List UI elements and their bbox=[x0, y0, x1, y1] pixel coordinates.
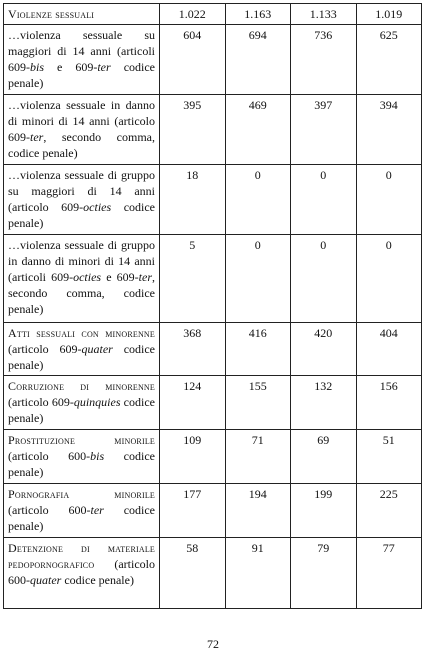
table-row bbox=[4, 430, 422, 484]
value-cell: 51 bbox=[356, 430, 422, 484]
value-cell: 368 bbox=[160, 323, 226, 376]
label-text: (articolo 600- bbox=[8, 557, 155, 587]
label-italic: bis bbox=[30, 60, 45, 74]
label-text: …violenza sessuale in danno di minori di 14 anni (articolo 609- bbox=[8, 98, 155, 144]
value-cell: 416 bbox=[225, 323, 291, 376]
label-italic: ter bbox=[30, 130, 44, 144]
label-text: (articolo 609- bbox=[8, 342, 82, 356]
value-cell: 177 bbox=[160, 484, 226, 538]
table-row bbox=[4, 376, 422, 430]
row-label-pornografia-minorile bbox=[4, 484, 160, 538]
label-text: e 609- bbox=[101, 270, 139, 284]
category-heading: Violenze sessuali bbox=[8, 7, 95, 21]
label-text: , secondo comma, codice penale) bbox=[8, 270, 155, 316]
label-text: codice penale) bbox=[8, 342, 155, 372]
value-cell: 1.022 bbox=[160, 4, 226, 25]
value-cell: 124 bbox=[160, 376, 226, 430]
category-heading: Corruzione di minorenne bbox=[8, 379, 155, 393]
category-heading: Atti sessuali con minorenne bbox=[8, 326, 155, 340]
value-cell: 404 bbox=[356, 323, 422, 376]
row-label-gruppo-minori-14 bbox=[4, 235, 160, 323]
label-text: …violenza sessuale su maggiori di 14 anni (articoli 609- bbox=[8, 28, 155, 74]
page-number: 72 bbox=[207, 637, 219, 651]
value-cell: 394 bbox=[356, 95, 422, 165]
row-label-corruzione-minorenne bbox=[4, 376, 160, 430]
value-cell: 194 bbox=[225, 484, 291, 538]
value-cell: 0 bbox=[356, 235, 422, 323]
table-row bbox=[4, 25, 422, 95]
row-label-violenza-maggiori-14 bbox=[4, 25, 160, 95]
label-text: …violenza sessuale di gruppo su maggiori di 14 anni (articolo 609- bbox=[8, 168, 155, 214]
row-label-violenze-sessuali bbox=[4, 4, 160, 25]
label-text: (articolo 609- bbox=[8, 395, 74, 409]
value-cell: 0 bbox=[225, 235, 291, 323]
value-cell: 625 bbox=[356, 25, 422, 95]
category-heading: Pornografia minorile bbox=[8, 487, 155, 501]
label-text: , secondo comma, codice penale) bbox=[8, 130, 155, 160]
value-cell: 736 bbox=[291, 25, 357, 95]
label-text: codice penale) bbox=[8, 60, 155, 90]
value-cell: 604 bbox=[160, 25, 226, 95]
label-text: …violenza sessuale di gruppo in danno di minori di 14 anni (articoli 609- bbox=[8, 238, 155, 284]
value-cell: 18 bbox=[160, 165, 226, 235]
label-text: codice penale) bbox=[8, 449, 155, 479]
value-cell: 79 bbox=[291, 538, 357, 609]
label-italic: ter bbox=[138, 270, 152, 284]
value-cell: 420 bbox=[291, 323, 357, 376]
row-label-prostituzione-minorile bbox=[4, 430, 160, 484]
label-italic: octies bbox=[83, 200, 112, 214]
value-cell: 199 bbox=[291, 484, 357, 538]
row-label-gruppo-maggiori-14 bbox=[4, 165, 160, 235]
category-heading: Prostituzione minorile bbox=[8, 433, 155, 447]
label-text: codice penale) bbox=[8, 503, 155, 533]
label-text: codice penale) bbox=[8, 200, 155, 230]
value-cell: 0 bbox=[225, 165, 291, 235]
table-row bbox=[4, 165, 422, 235]
value-cell: 1.163 bbox=[225, 4, 291, 25]
crime-statistics-table bbox=[3, 3, 422, 609]
table-row bbox=[4, 4, 422, 25]
value-cell: 694 bbox=[225, 25, 291, 95]
value-cell: 0 bbox=[291, 235, 357, 323]
row-label-atti-sessuali-minorenne bbox=[4, 323, 160, 376]
value-cell: 5 bbox=[160, 235, 226, 323]
value-cell: 397 bbox=[291, 95, 357, 165]
label-italic: ter bbox=[90, 503, 104, 517]
label-text: (articolo 600- bbox=[8, 449, 91, 463]
value-cell: 109 bbox=[160, 430, 226, 484]
value-cell: 469 bbox=[225, 95, 291, 165]
value-cell: 0 bbox=[291, 165, 357, 235]
value-cell: 1.133 bbox=[291, 4, 357, 25]
value-cell: 132 bbox=[291, 376, 357, 430]
label-italic: quater bbox=[81, 342, 113, 356]
value-cell: 156 bbox=[356, 376, 422, 430]
value-cell: 91 bbox=[225, 538, 291, 609]
value-cell: 395 bbox=[160, 95, 226, 165]
value-cell: 1.019 bbox=[356, 4, 422, 25]
label-text: codice penale) bbox=[8, 395, 155, 425]
value-cell: 225 bbox=[356, 484, 422, 538]
label-italic: quater bbox=[30, 573, 62, 587]
value-cell: 58 bbox=[160, 538, 226, 609]
value-cell: 77 bbox=[356, 538, 422, 609]
table-row bbox=[4, 95, 422, 165]
label-italic: ter bbox=[97, 60, 111, 74]
table-row bbox=[4, 538, 422, 609]
value-cell: 0 bbox=[356, 165, 422, 235]
label-text: (articolo 600- bbox=[8, 503, 91, 517]
label-italic: octies bbox=[73, 270, 102, 284]
row-label-detenzione-materiale bbox=[4, 538, 160, 609]
label-italic: bis bbox=[90, 449, 105, 463]
label-italic: quinquies bbox=[73, 395, 121, 409]
label-text: e 609- bbox=[44, 60, 98, 74]
category-heading: Detenzione di materiale pedopornografico bbox=[8, 541, 155, 571]
value-cell: 71 bbox=[225, 430, 291, 484]
table-row bbox=[4, 484, 422, 538]
label-text: codice penale) bbox=[61, 573, 134, 587]
table-row bbox=[4, 323, 422, 376]
table-row bbox=[4, 235, 422, 323]
value-cell: 155 bbox=[225, 376, 291, 430]
row-label-violenza-minori-14 bbox=[4, 95, 160, 165]
value-cell: 69 bbox=[291, 430, 357, 484]
